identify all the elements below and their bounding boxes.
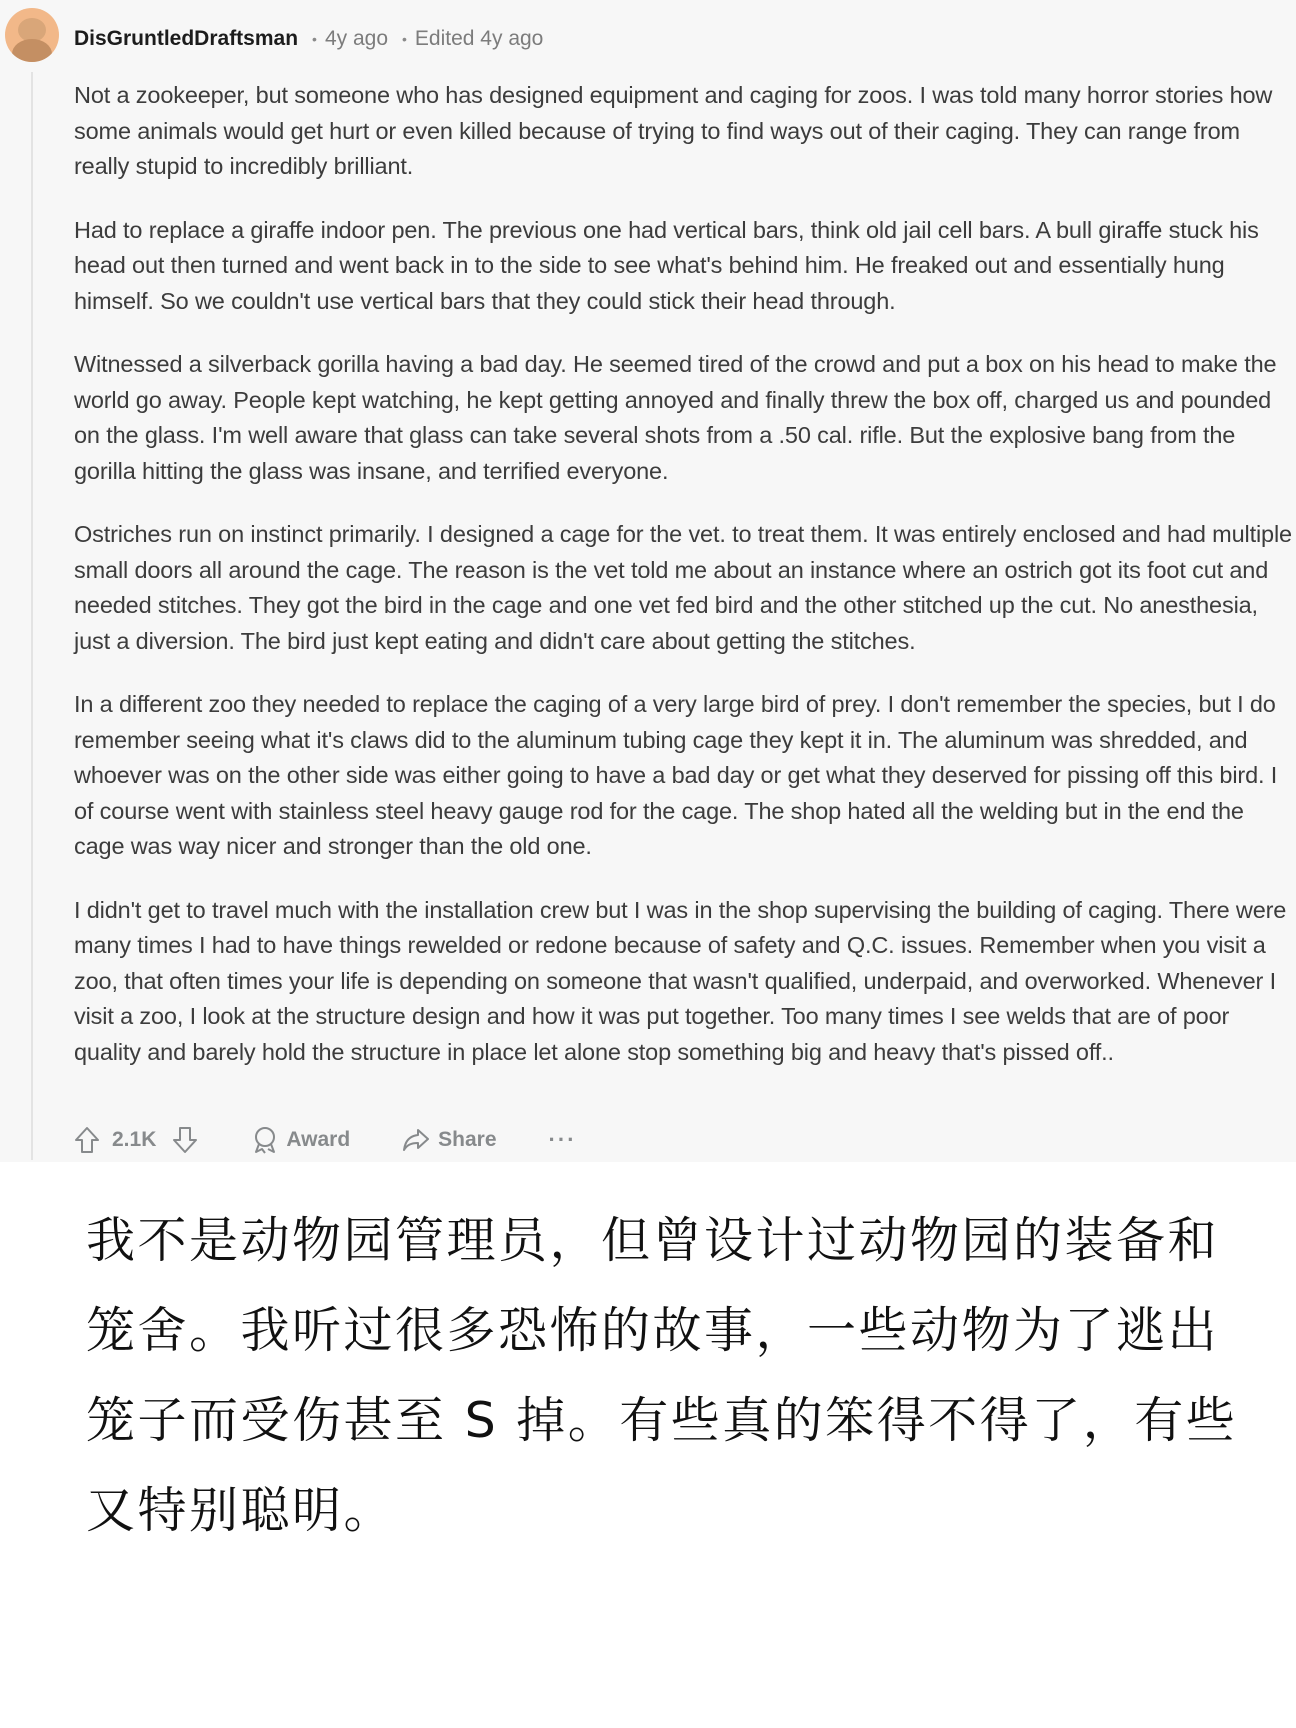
award-ribbon-icon <box>252 1126 278 1154</box>
share-arrow-icon <box>402 1127 430 1153</box>
meta-separator: • <box>312 31 317 47</box>
comment-paragraph: Ostriches run on instinct primarily. I designed a cage for the vet. to treat them. It was entirely enclosed and had multiple small doors all around the cage. The reason is the vet told me about an instance where an ostrich got its foot cut and needed stitches. They got the bird in the cage and one vet fed bird and the other stitched up the cut. No anesthesia, just a diversion. The bird just kept eating and didn't care about getting the stitches. <box>74 521 1292 654</box>
comment-actions <box>74 1124 577 1156</box>
chinese-translation: 我不是动物园管理员，但曾设计过动物园的装备和笼舍。我听过很多恐怖的故事，一些动物为了逃出笼子而受伤甚至 S 掉。有些真的笨得不得了，有些又特别聪明。 <box>86 1212 1238 1539</box>
thread-line[interactable] <box>31 72 33 1160</box>
upvote-arrow-icon <box>74 1126 100 1154</box>
comment-meta <box>74 24 543 54</box>
award-button[interactable] <box>252 1126 350 1154</box>
avatar-body-shape <box>12 39 52 62</box>
avatar[interactable] <box>5 8 59 62</box>
vote-score: 2.1K <box>112 1128 157 1151</box>
comment-paragraph: Witnessed a silverback gorilla having a bad day. He seemed tired of the crowd and put a box on his head to make the world go away. People kept watching, he kept getting annoyed and finally threw the box off, charged us and pounded on the glass. I'm well aware that glass can take several shots from a .50 cal. rifle. But the explosive bang from the gorilla hitting the glass was insane, and terrified everyone. <box>74 351 1277 484</box>
meta-separator: • <box>402 31 407 47</box>
comment-time[interactable]: 4y ago <box>324 27 389 50</box>
comment-paragraph: In a different zoo they needed to replace the caging of a very large bird of prey. I don't remember the species, but I do remember seeing what it's claws did to the aluminum tubing cage they kept it in. The aluminum was shredded, and whoever was on the other side was either going to have a bad day or get what they deserved for pissing off this bird. I of course went with stainless steel heavy gauge rod for the cage. The shop hated all the welding but in the end the cage was way nicer and stronger than the old one. <box>74 691 1278 859</box>
upvote-button[interactable] <box>74 1126 100 1154</box>
comment-body <box>74 78 1296 1098</box>
comment-paragraph: Had to replace a giraffe indoor pen. The previous one had vertical bars, think old jail cell bars. A bull giraffe stuck his head out then turned and went back in to the side to see what's behind him. He freaked out and essentially hung himself. So we couldn't use vertical bars that they could stick their head through. <box>74 216 1259 314</box>
award-label: Award <box>286 1128 351 1151</box>
edited-label: Edited 4y ago <box>414 27 544 50</box>
share-button[interactable] <box>402 1127 496 1153</box>
comment-paragraph: I didn't get to travel much with the installation crew but I was in the shop supervising the building of caging. There were many times I had to have things rewelded or redone because of safety and Q.C. issues. Remember when you visit a zoo, that often times your life is depending on someone that wasn't qualified, underpaid, and overworked. Whenever I visit a zoo, I look at the structure design and how it was put together. Too many times I see welds that are of poor quality and barely hold the structure in place let alone stop something big and heavy that's pissed off.. <box>74 896 1287 1065</box>
downvote-button[interactable] <box>172 1126 198 1154</box>
share-label: Share <box>438 1128 497 1151</box>
comment-paragraph: Not a zookeeper, but someone who has designed equipment and caging for zoos. I was told many horror stories how some animals would get hurt or even killed because of trying to find ways out of their caging. They can range from really stupid to incredibly brilliant. <box>74 82 1273 179</box>
more-options-button[interactable]: ··· <box>548 1127 577 1152</box>
username-link[interactable]: DisGruntledDraftsman <box>74 27 299 50</box>
downvote-arrow-icon <box>172 1126 198 1154</box>
